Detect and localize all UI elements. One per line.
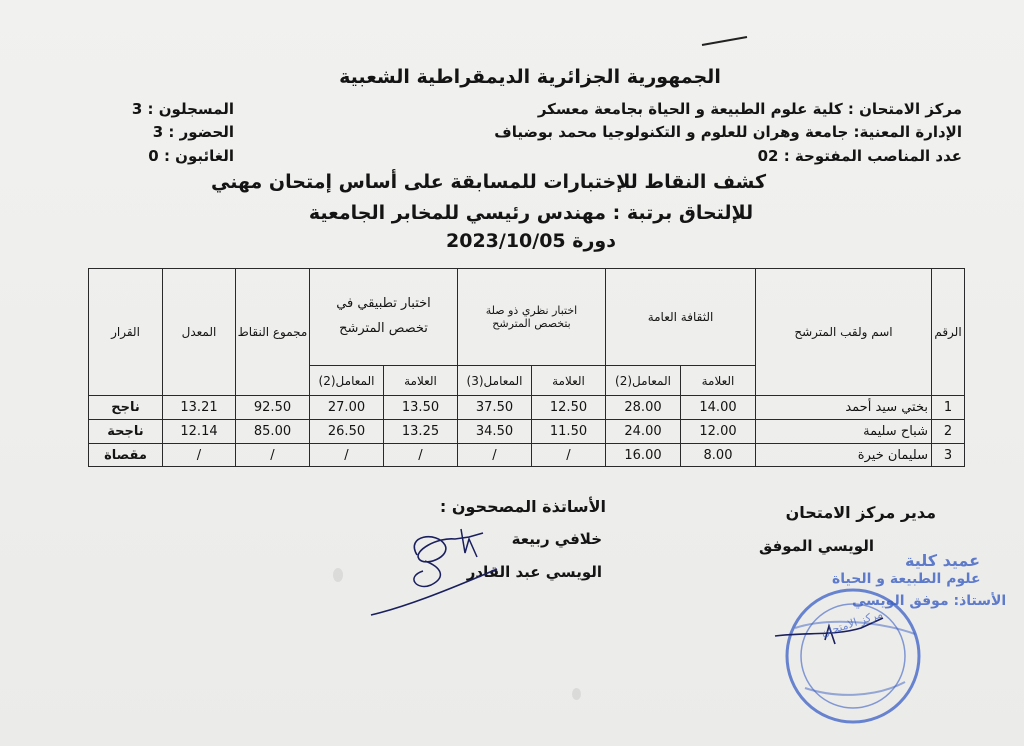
practical-weighted: 26.50 <box>310 420 384 444</box>
general-culture-weighted: 24.00 <box>606 420 681 444</box>
average: 12.14 <box>163 420 236 444</box>
practical-weighted: / <box>310 444 384 467</box>
exam-director-name: الويسي الموفق <box>758 537 874 555</box>
subheader-grade: العلامة <box>681 366 756 396</box>
general-culture-grade: 14.00 <box>681 396 756 420</box>
paper-smudge <box>572 688 581 700</box>
exam-center: مركز الامتحان : كلية علوم الطبيعة و الحياة بجامعة معسكر <box>537 100 962 118</box>
theory-weighted: 34.50 <box>458 420 532 444</box>
pen-stroke-mark <box>700 34 750 48</box>
candidate-name: بختي سيد أحمد <box>756 396 932 420</box>
decision: مقصاة <box>89 444 163 467</box>
header-number: الرقم <box>932 269 965 396</box>
subheader-coef: المعامل(2) <box>606 366 681 396</box>
row-number: 2 <box>932 420 965 444</box>
grade-rank-heading: للإلتحاق برتبة : مهندس رئيسي للمخابر الجامعية <box>308 202 754 224</box>
average: 13.21 <box>163 396 236 420</box>
total-points: 85.00 <box>236 420 310 444</box>
theory-weighted: / <box>458 444 532 467</box>
registered-count: المسجلون : 3 <box>131 100 234 118</box>
decision: ناجح <box>89 396 163 420</box>
subheader-coef: المعامل(3) <box>458 366 532 396</box>
correctors-label: الأساتذة المصححون : <box>439 497 606 516</box>
session-date: دورة 2023/10/05 <box>446 230 616 252</box>
table-header-row <box>89 269 965 366</box>
practical-weighted: 27.00 <box>310 396 384 420</box>
general-culture-grade: 12.00 <box>681 420 756 444</box>
concerned-administration: الإدارة المعنية: جامعة وهران للعلوم و التكنولوجيا محمد بوضياف <box>494 123 962 141</box>
stamp-text: الأستاذ: موفق الويسي <box>852 593 1007 609</box>
row-number: 1 <box>932 396 965 420</box>
header-theory-test: اختبار نظري ذو صلة بتخصص المترشح <box>458 269 606 366</box>
theory-grade: / <box>532 444 606 467</box>
header-total: مجموع النقاط <box>236 269 310 396</box>
theory-grade: 11.50 <box>532 420 606 444</box>
republic-title: الجمهورية الجزائرية الديمقراطية الشعبية <box>339 66 721 88</box>
corrector-name: خلافي ربيعة <box>511 530 602 548</box>
header-average: المعدل <box>163 269 236 396</box>
header-name: اسم ولقب المترشح <box>756 269 932 396</box>
subheader-grade: العلامة <box>532 366 606 396</box>
stamp-text: عميد كلية <box>905 551 981 570</box>
theory-weighted: 37.50 <box>458 396 532 420</box>
general-culture-weighted: 16.00 <box>606 444 681 467</box>
exam-director-label: مدير مركز الامتحان <box>785 503 936 522</box>
subheader-coef: المعامل(2) <box>310 366 384 396</box>
paper-smudge <box>333 568 343 582</box>
practical-grade: 13.50 <box>384 396 458 420</box>
table-row <box>89 396 965 420</box>
stamp-text: مركز الامتحان <box>819 607 885 640</box>
row-number: 3 <box>932 444 965 467</box>
table-row <box>89 420 965 444</box>
practical-grade: / <box>384 444 458 467</box>
absent-count: الغائبون : 0 <box>148 147 234 165</box>
general-culture-grade: 8.00 <box>681 444 756 467</box>
open-posts-count: عدد المناصب المفتوحة : 02 <box>757 147 962 165</box>
average: / <box>163 444 236 467</box>
theory-grade: 12.50 <box>532 396 606 420</box>
corrector-name: الويسي عبد القادر <box>466 563 602 581</box>
grades-table <box>88 268 965 467</box>
candidate-name: سليمان خيرة <box>756 444 932 467</box>
decision: ناجحة <box>89 420 163 444</box>
candidate-name: شباح سليمة <box>756 420 932 444</box>
document-heading: كشف النقاط للإختبارات للمسابقة على أساس إمتحان مهني <box>211 171 766 193</box>
stamp-text: علوم الطبيعة و الحياة <box>832 571 981 587</box>
total-points: 92.50 <box>236 396 310 420</box>
general-culture-weighted: 28.00 <box>606 396 681 420</box>
practical-grade: 13.25 <box>384 420 458 444</box>
table-row <box>89 444 965 467</box>
total-points: / <box>236 444 310 467</box>
header-general-culture: الثقافة العامة <box>606 269 756 366</box>
header-practical-test: اختبار تطبيقي في تخصص المترشح <box>310 269 458 366</box>
present-count: الحضور : 3 <box>152 123 234 141</box>
subheader-grade: العلامة <box>384 366 458 396</box>
header-decision: القرار <box>89 269 163 396</box>
